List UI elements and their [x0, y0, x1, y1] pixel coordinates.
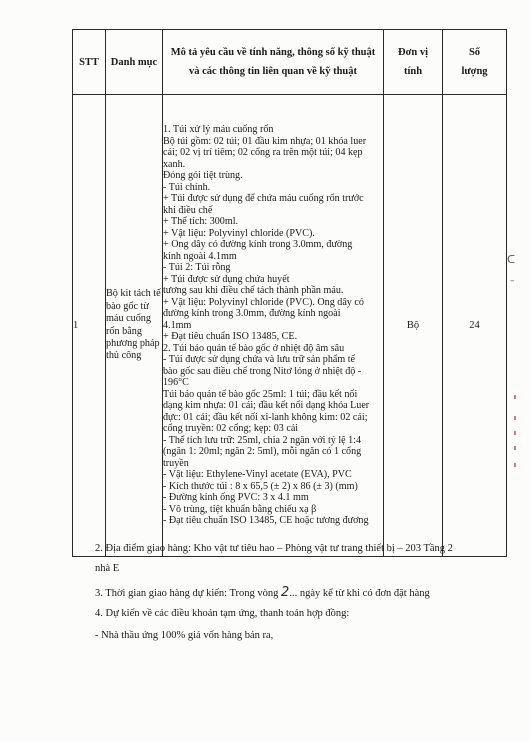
- description-line: Bộ túi gồm: 02 túi; 01 đầu kim nhựa; 01 khóa luer: [163, 135, 367, 147]
- specification-table: [72, 29, 507, 557]
- description-line: + Đạt tiêu chuẩn ISO 13485, CE.: [163, 331, 298, 343]
- description-line: + Thể tích: 300ml.: [163, 216, 239, 228]
- delivery-place-line2: nhà E: [95, 563, 120, 574]
- header-qty-line1: Số: [468, 47, 481, 58]
- description-line: - Vật liệu: Ethylene-Vinyl acetate (EVA), PVC: [163, 469, 352, 481]
- description-line: + Vật liệu: Polyvinyl chloride (PVC). Ống dây có: [163, 296, 364, 308]
- header-unit-line1: Đơn vị: [397, 47, 429, 58]
- description-line: 1. Túi xử lý máu cuống rốn: [163, 124, 274, 136]
- description-line: + Ống dây có đường kính trong 3.0mm, đường: [163, 239, 353, 251]
- description-line: xanh.: [163, 158, 186, 170]
- header-description-line2: và các thông tin liên quan về kỹ thuật: [188, 66, 358, 77]
- header-description: [163, 30, 384, 95]
- payment-terms: 4. Dự kiến về các điều khoản tạm ứng, thanh toán hợp đồng:: [95, 608, 350, 619]
- description-line: cái; 02 vị trí tiêm; 02 cổng ra trên một túi; 04 kẹp: [163, 147, 363, 159]
- description-line: khi điều chế: [163, 204, 213, 216]
- description-line: - Kích thước túi : 8 x 65,5 (± 2) x 86 (± 3) (mm): [163, 480, 358, 492]
- cell-unit: Bộ: [384, 95, 443, 557]
- description-line: + Túi được sử dụng chứa huyết: [163, 273, 290, 285]
- description-line: bào gốc sau điều chế trong Nitơ lỏng ở nhiệt độ -: [163, 365, 362, 377]
- description-line: - Túi 2: Túi rỗng: [163, 262, 231, 274]
- table-header-row: [73, 30, 507, 95]
- table-row: [73, 95, 507, 557]
- description-line: 196°C: [163, 377, 189, 389]
- description-line: đực: 01 cái; đầu kết nối xi-lanh không kim: 02 cái;: [163, 411, 368, 423]
- delivery-time-suffix: ... ngày kể từ khi có đơn đặt hàng: [289, 588, 430, 599]
- delivery-time-handwritten-days: 2: [281, 585, 290, 600]
- description-line: dạng kim nhựa: 01 cái; đầu kết nối dạng khóa Luer: [163, 400, 370, 412]
- header-category: Danh mục: [106, 30, 163, 95]
- description-line: đường kính trong 3.0mm, đường kính ngoài: [163, 308, 341, 320]
- header-unit: [384, 30, 443, 95]
- header-stt: STT: [73, 30, 106, 95]
- description-line: kính ngoài 4.1mm: [163, 250, 237, 262]
- description-line: - Túi được sử dụng chứa và lưu trữ sản phẩm tế: [163, 354, 356, 366]
- description-lines: [163, 124, 383, 527]
- description-line: tương sau khi điều chế tách thành phần máu.: [163, 285, 344, 297]
- description-line: - Đạt tiêu chuẩn ISO 13485, CE hoặc tương đương: [163, 515, 369, 527]
- header-qty-line2: lượng: [461, 66, 488, 77]
- description-line: 4.1mm: [163, 319, 192, 331]
- margin-red-mark: [514, 431, 516, 435]
- description-line: truyền: [163, 457, 189, 469]
- description-line: 2. Túi bảo quản tế bào gốc ở nhiệt độ âm sâu: [163, 342, 345, 354]
- cell-description: [163, 95, 384, 557]
- header-unit-line2: tính: [403, 66, 423, 77]
- advance-payment: - Nhà thầu ứng 100% giá vốn hàng bán ra,: [95, 630, 274, 641]
- description-line: Đóng gói tiệt trùng.: [163, 170, 243, 182]
- header-description-line1: Mô tả yêu cầu về tính năng, thông số kỹ thuật: [170, 47, 376, 58]
- margin-red-mark: [514, 395, 516, 399]
- cell-stt: 1: [73, 95, 106, 557]
- description-line: + Vật liệu: Polyvinyl chloride (PVC).: [163, 227, 315, 239]
- delivery-place-line1: 2. Địa điểm giao hàng: Kho vật tư tiêu hao – Phòng vật tư trang thiết bị – 203 Tầng 2: [95, 543, 453, 554]
- cell-category: Bộ kit tách tế bào gốc từ máu cuống rốn bằng phương pháp thủ công: [106, 95, 163, 557]
- description-line: + Túi được sử dụng để chứa máu cuống rốn trước: [163, 193, 364, 205]
- description-line: Túi bảo quản tế bào gốc 25ml: 1 túi; đầu kết nối: [163, 388, 358, 400]
- description-line: - Thể tích lưu trữ: 25ml, chia 2 ngăn với tỷ lệ 1:4: [163, 434, 362, 446]
- delivery-place: [95, 539, 510, 579]
- margin-red-mark: [514, 463, 516, 467]
- margin-red-mark: [514, 446, 516, 450]
- delivery-time: [95, 583, 510, 604]
- margin-dash-mark: –: [510, 276, 515, 286]
- description-line: - Đường kính ống PVC: 3 x 4.1 mm: [163, 492, 309, 504]
- margin-handwritten-mark: ᑕ: [507, 253, 516, 266]
- description-line: cổng truyền: 02 cổng; kẹp: 03 cái: [163, 423, 299, 435]
- description-line: (ngăn 1: 20ml; ngăn 2: 5ml), mỗi ngăn có 1 cổng: [163, 446, 362, 458]
- description-line: - Túi chính.: [163, 181, 211, 193]
- header-quantity: [443, 30, 507, 95]
- description-line: - Vô trùng, tiệt khuẩn bằng chiếu xạ β: [163, 503, 317, 515]
- delivery-time-prefix: 3. Thời gian giao hàng dự kiến: Trong vòng: [95, 588, 279, 599]
- cell-quantity: 24: [443, 95, 507, 557]
- margin-red-mark: [514, 416, 516, 420]
